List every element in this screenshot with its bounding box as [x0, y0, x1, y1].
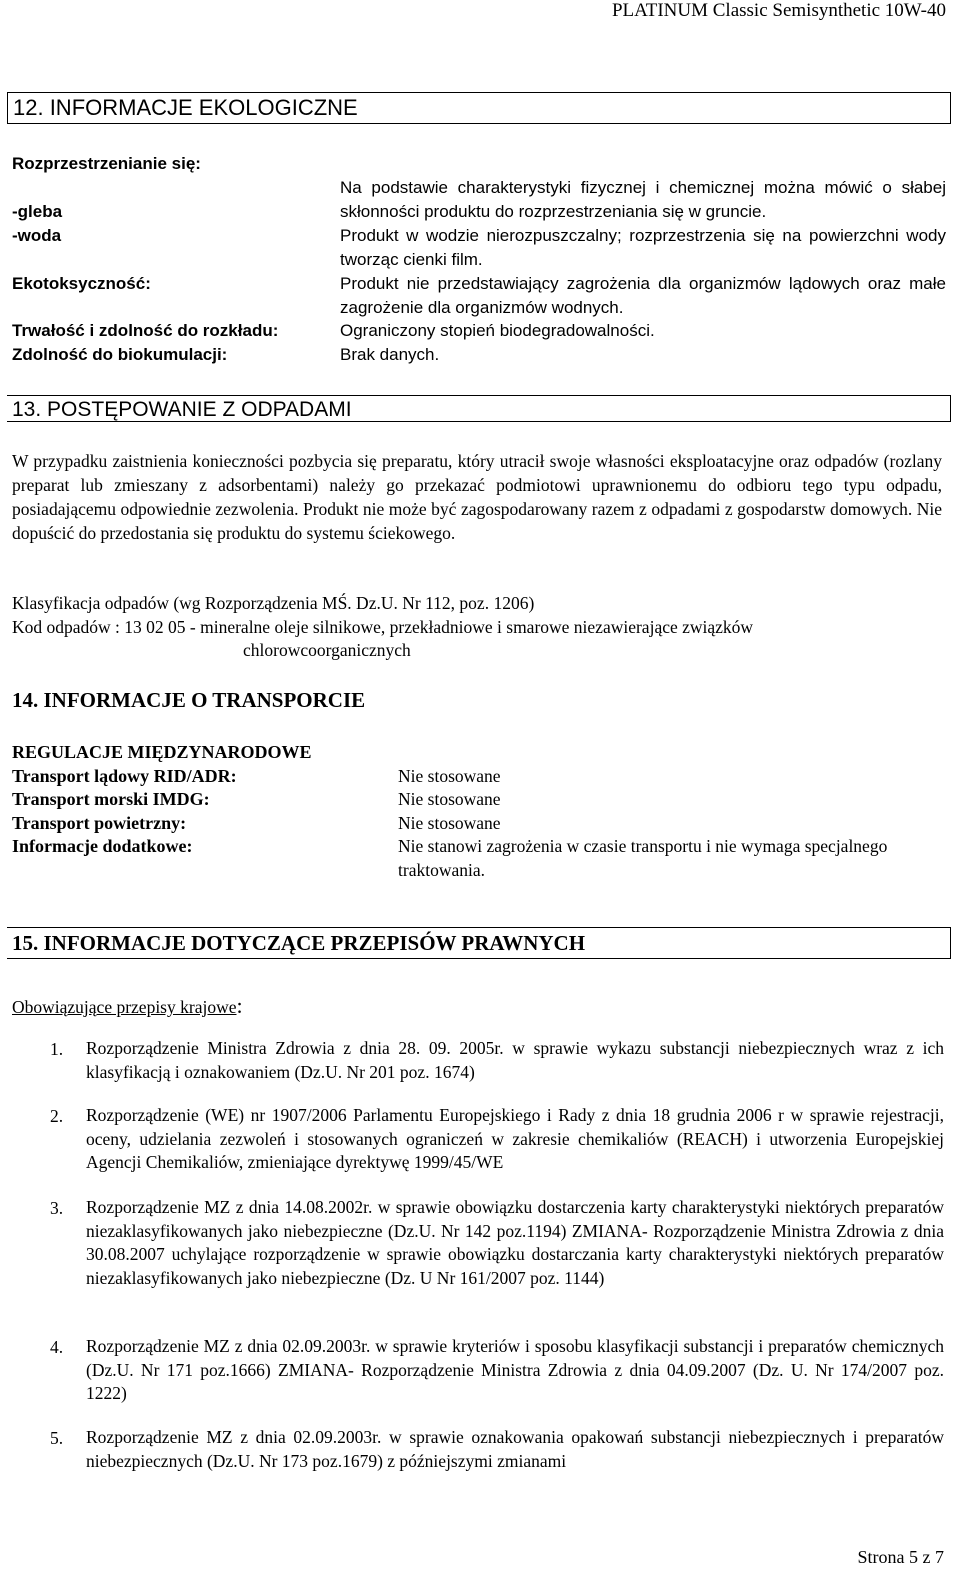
intl-regulations-heading: REGULACJE MIĘDZYNARODOWE — [12, 742, 312, 762]
section-14-heading: 14. INFORMACJE O TRANSPORCIE — [7, 685, 951, 717]
law-item-number: 1. — [50, 1039, 64, 1059]
value-soil: Na podstawie charakterystyki fizycznej i chemicznej można mówić o słabej skłonności produktu do rozprzestrzeniania się w gruncie. — [340, 178, 946, 221]
law-item-text: Rozporządzenie MZ z dnia 14.08.2002r. w sprawie obowiązku dostarczenia karty charakterystyki niektórych preparatów niezaklasyfikowanych jako niebezpieczne (Dz.U. Nr 142 poz.1194) ZMIANA- Rozporządzenie Ministra Zdrowia z dnia 30.08.2007 uchylające rozporządzenie w sprawie obowiązku dostarczania karty charakterystyki niektórych preparatów niezaklasyfikowanych jako niebezpieczne (Dz. U Nr 161/2007 poz. 1144) — [86, 1197, 944, 1288]
page-number: Strona 5 z 7 — [857, 1547, 944, 1567]
law-item-text: Rozporządzenie MZ z dnia 02.09.2003r. w sprawie kryteriów i sposobu klasyfikacji substancji i preparatów chemicznych (Dz.U. Nr 171 poz.1666) ZMIANA- Rozporządzenie Ministra Zdrowia z dnia 04.09.2007 (Dz. U. Nr 174/2007 poz. 1222) — [86, 1336, 944, 1403]
transport-row-value: Nie stosowane — [398, 766, 501, 786]
law-item-number: 5. — [50, 1428, 64, 1448]
transport-row-label: Transport morski IMDG: — [12, 789, 210, 809]
transport-row-label: Transport lądowy RID/ADR: — [12, 766, 237, 786]
regulations-subheading — [12, 994, 243, 1019]
section-15-heading: 15. INFORMACJE DOTYCZĄCE PRZEPISÓW PRAWNYCH — [12, 931, 586, 955]
transport-row-label: Transport powietrzny: — [12, 813, 187, 833]
value-ecotox: Produkt nie przedstawiający zagrożenia dla organizmów lądowych oraz małe zagrożenie dla organizmów wodnych. — [340, 274, 946, 317]
law-item-text: Rozporządzenie MZ z dnia 02.09.2003r. w sprawie oznakowania opakowań substancji niebezpiecznych i preparatów niebezpiecznych (Dz.U. Nr 173 poz.1679) z późniejszymi zmianami — [86, 1427, 944, 1471]
label-water: -woda — [12, 226, 62, 245]
value-water: Produkt w wodzie nierozpuszczalny; rozprzestrzenia się na powierzchni wody tworząc cienki film. — [340, 226, 946, 269]
label-bioaccum: Zdolność do biokumulacji: — [12, 345, 228, 364]
law-item-number: 4. — [50, 1337, 64, 1357]
label-soil: -gleba — [12, 202, 63, 221]
document-title: PLATINUM Classic Semisynthetic 10W-40 — [611, 0, 946, 21]
transport-row-label: Informacje dodatkowe: — [12, 836, 193, 856]
regulations-subheading-text: Obowiązujące przepisy krajowe — [12, 997, 237, 1017]
waste-classification: Klasyfikacja odpadów (wg Rozporządzenia MŚ. Dz.U. Nr 112, poz. 1206) — [12, 593, 535, 613]
waste-code-line2: chlorowcoorganicznych — [243, 640, 411, 660]
section-13-heading: 13. POSTĘPOWANIE Z ODPADAMI — [7, 395, 951, 422]
value-bioaccum: Brak danych. — [340, 345, 440, 364]
transport-row-value: Nie stosowane — [398, 813, 501, 833]
law-item-number: 3. — [50, 1198, 64, 1218]
transport-row-value: Nie stanowi zagrożenia w czasie transportu i nie wymaga specjalnego traktowania. — [398, 836, 888, 880]
label-ecotox: Ekotoksyczność: — [12, 274, 151, 293]
law-item-number: 2. — [50, 1106, 64, 1126]
law-item-text: Rozporządzenie (WE) nr 1907/2006 Parlamentu Europejskiego i Rady z dnia 18 grudnia 2006 r w sprawie rejestracji, oceny, udzielania zezwoleń i stosowanych ograniczeń w zakresie chemikaliów (REACH) i utworzenia Europejskiej Agencji Chemikaliów, zmieniające dyrektywę 1999/45/WE — [86, 1105, 944, 1172]
waste-code-line1: Kod odpadów : 13 02 05 - mineralne oleje silnikowe, przekładniowe i smarowe niezawierające związków — [12, 617, 754, 637]
section-12-heading: 12. INFORMACJE EKOLOGICZNE — [7, 92, 951, 124]
waste-paragraph: W przypadku zaistnienia konieczności pozbycia się preparatu, który utracił swoje własności eksploatacyjne oraz odpadów (rozlany preparat lub zmieszany z adsorbentami) należy go przekazać podmiotowi uprawnionemu do odbioru tego typu odpadu, posiadającemu odpowiednie zezwolenia. Produkt nie może być zagospodarowany razem z odpadami z gospodarstw domowych. Nie dopuścić do przedostania się produktu do systemu ściekowego. — [12, 451, 942, 543]
value-persistence: Ograniczony stopień biodegradowalności. — [340, 321, 655, 340]
law-item-text: Rozporządzenie Ministra Zdrowia z dnia 28. 09. 2005r. w sprawie wykazu substancji niebezpiecznych wraz z ich klasyfikacją i oznakowaniem (Dz.U. Nr 201 poz. 1674) — [86, 1038, 944, 1082]
label-spreading: Rozprzestrzenianie się: — [12, 154, 201, 173]
transport-row-value: Nie stosowane — [398, 789, 501, 809]
regulations-subheading-colon: : — [236, 993, 243, 1018]
label-persistence: Trwałość i zdolność do rozkładu: — [12, 321, 279, 340]
